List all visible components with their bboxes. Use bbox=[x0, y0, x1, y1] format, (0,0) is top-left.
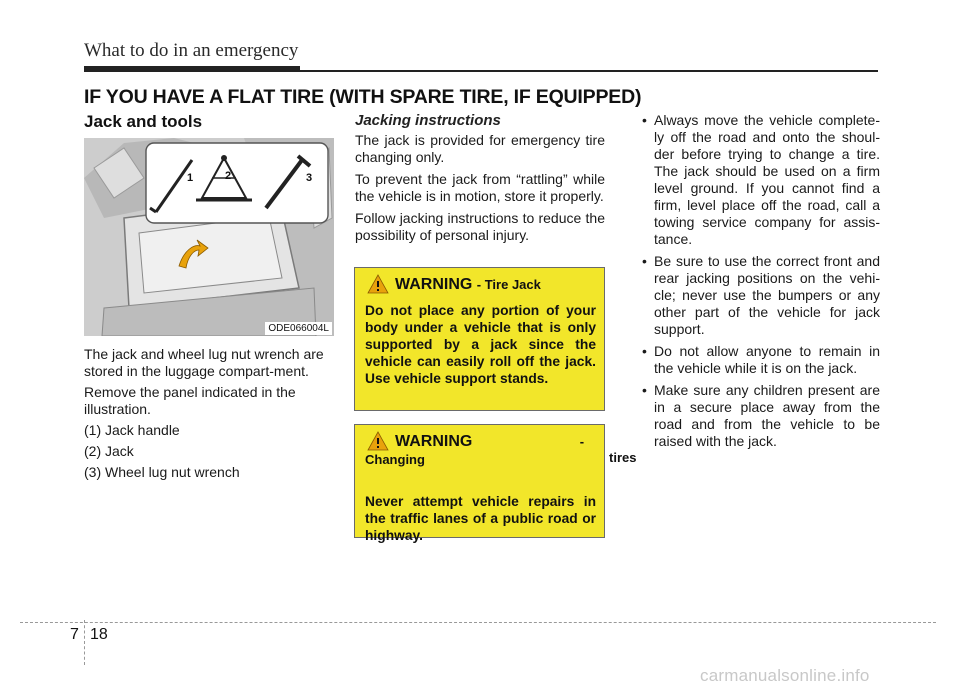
warning-triangle-icon bbox=[367, 431, 389, 451]
warning-box-tire-jack bbox=[354, 267, 605, 411]
warning-header bbox=[365, 433, 637, 469]
callout-2: 2 bbox=[225, 170, 232, 182]
jack-and-tools-heading: Jack and tools bbox=[84, 112, 203, 131]
list-item bbox=[640, 382, 880, 450]
bullet: • bbox=[642, 253, 647, 269]
list-item bbox=[640, 253, 880, 338]
callout-1: 1 bbox=[187, 172, 194, 184]
page-number: 18 bbox=[90, 626, 108, 643]
warning-subtitle: - Tire Jack bbox=[476, 277, 541, 292]
figure-code: ODE066004L bbox=[265, 322, 332, 335]
list-item-text: Do not allow anyone to remain in the vehicle while it is on the jack. bbox=[654, 343, 880, 376]
list-item-text: Be sure to use the correct front and rear jacking positions on the vehi-cle; never use the bumpers or any other part of the vehicle for jack support. bbox=[654, 253, 880, 337]
warning-header bbox=[365, 276, 596, 294]
footer-page-divider bbox=[84, 620, 85, 665]
bullet: • bbox=[642, 112, 647, 128]
list-item bbox=[640, 343, 880, 377]
header-rule bbox=[84, 70, 878, 72]
callout-3: 3 bbox=[306, 172, 313, 184]
paragraph: The jack is provided for emergency tire changing only. bbox=[355, 132, 605, 165]
bullet: • bbox=[642, 382, 647, 398]
warning-label: WARNING bbox=[395, 276, 473, 293]
list-item-text: Make sure any children present are in a secure place away from the road and from the vehicle to be raised with the jack. bbox=[654, 382, 880, 449]
list-item-lug-wrench: (3) Wheel lug nut wrench bbox=[84, 464, 240, 480]
list-item-jack-handle: (1) Jack handle bbox=[84, 422, 180, 438]
chapter-number: 7 bbox=[70, 626, 79, 643]
paragraph: Follow jacking instructions to reduce the possibility of personal injury. bbox=[355, 210, 605, 243]
list-item-jack: (2) Jack bbox=[84, 443, 134, 459]
paragraph: The jack and wheel lug nut wrench are stored in the luggage compart-ment. bbox=[84, 346, 324, 379]
warning-triangle-icon bbox=[367, 274, 389, 294]
warning-box-changing-tires bbox=[354, 424, 637, 543]
left-column-text bbox=[84, 346, 334, 485]
warning-subtitle: - Changing bbox=[365, 434, 585, 467]
warning-subtitle-line2: tires bbox=[609, 450, 637, 465]
luggage-compartment-illustration bbox=[84, 138, 334, 336]
main-heading: IF YOU HAVE A FLAT TIRE (WITH SPARE TIRE, IF EQUIPPED) bbox=[84, 86, 642, 108]
right-bullet-list bbox=[640, 112, 880, 455]
paragraph: Remove the panel indicated in the illustration. bbox=[84, 384, 296, 417]
warning-label: WARNING bbox=[395, 433, 473, 450]
watermark: carmanualsonline.info bbox=[700, 666, 870, 685]
footer-divider bbox=[20, 622, 936, 623]
warning-body: Never attempt vehicle repairs in the traffic lanes of a public road or highway. bbox=[365, 494, 596, 543]
bullet: • bbox=[642, 343, 647, 359]
car-trunk-drawing bbox=[84, 138, 334, 336]
middle-column-text bbox=[355, 132, 605, 249]
jacking-instructions-heading: Jacking instructions bbox=[355, 112, 501, 129]
list-item bbox=[640, 112, 880, 248]
warning-body: Do not place any portion of your body under a vehicle that is only supported by a jack since the vehicle can easily roll off the jack. Use vehicle support stands. bbox=[365, 303, 596, 386]
paragraph: To prevent the jack from “rattling” while the vehicle is in motion, store it properly. bbox=[355, 171, 605, 204]
list-item-text: Always move the vehicle complete-ly off the road and onto the shoul-der before trying to change a tire. The jack should be used on a firm level ground. If you cannot find a firm, level place off the road, call a towing service company for assis-tance. bbox=[654, 112, 880, 247]
section-title: What to do in an emergency bbox=[84, 40, 299, 61]
